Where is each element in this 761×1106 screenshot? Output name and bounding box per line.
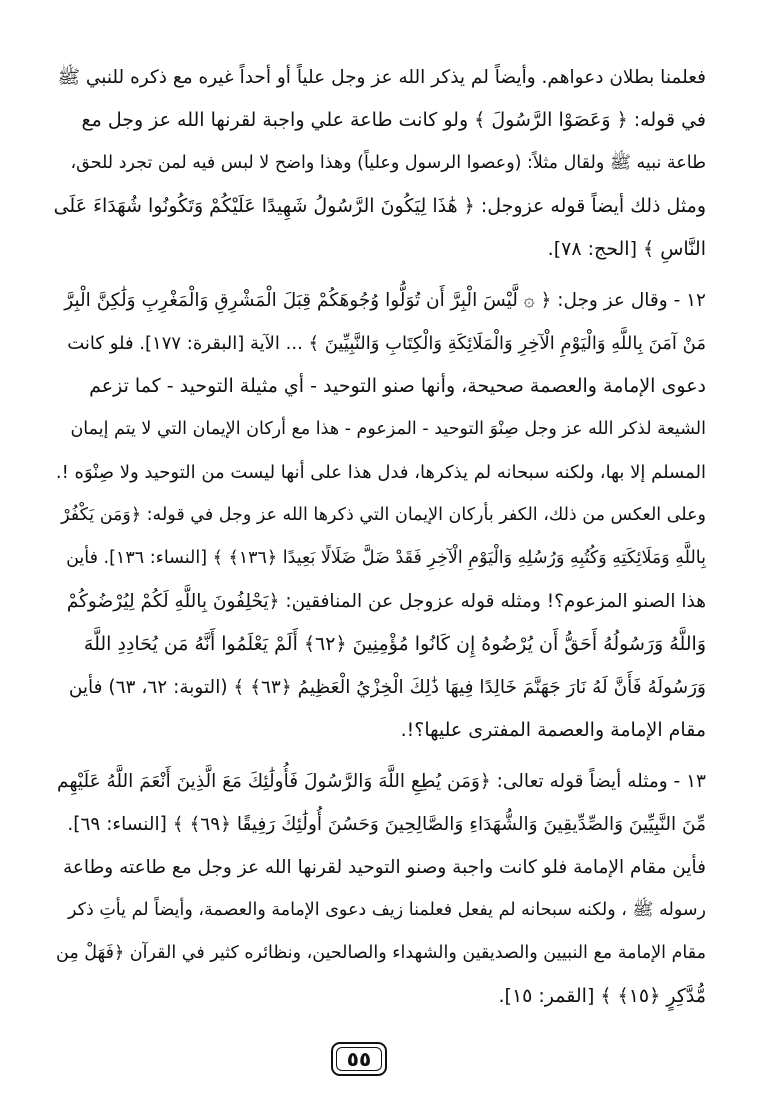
text-line: في قوله: ﴿ وَعَصَوْا الرَّسُولَ ﴾ ولو كانت طاعة علي واجبة لقرنها الله عز وجل مع: [81, 109, 706, 131]
text-line: وعلى العكس من ذلك، الكفر بأركان الإيمان التي ذكرها الله عز وجل في قوله: ﴿وَمَن يَكْفُرْ: [61, 505, 706, 525]
page-number: [331, 1042, 387, 1076]
text-line: دعوى الإمامة والعصمة صحيحة، وأنها صنو التوحيد - أي مثيلة التوحيد - كما تزعم: [89, 375, 706, 397]
text-line: بِاللَّهِ وَمَلَائِكَتِهِ وَكُتُبِهِ وَرُسُلِهِ وَالْيَوْمِ الْآخِرِ فَقَدْ ضَلَّ ضَلَالًا بَعِيدًا ﴿١٣٦﴾ ﴾ [النساء: ١٣٦]. فأين: [66, 548, 706, 568]
paragraph-1: [54, 56, 706, 271]
text-line: فأين مقام الإمامة فلو كانت واجبة وصنو التوحيد لقرنها الله عز وجل مع طاعته وطاعة: [62, 857, 706, 878]
text-line: ١٣ - ومثله أيضاً قوله تعالى: ﴿وَمَن يُطِعِ اللَّهَ وَالرَّسُولَ فَأُولَٰئِكَ مَعَ الَّذِينَ أَنْعَمَ اللَّهُ عَلَيْهِم: [57, 771, 706, 792]
text-line: طاعة نبيه ﷺ ولقال مثلاً: (وعصوا الرسول وعلياً) وهذا واضح لا لبس فيه لمن تجرد للحق،: [70, 153, 706, 173]
text-line: مِّنَ النَّبِيِّينَ وَالصِّدِّيقِينَ وَالشُّهَدَاءِ وَالصَّالِحِينَ وَحَسُنَ أُولَٰئِكَ رَفِيقًا ﴿٦٩﴾ ﴾ [النساء: ٦٩].: [67, 814, 706, 835]
page-body: [54, 56, 706, 1018]
text-line: فعلمنا بطلان دعواهم. وأيضاً لم يذكر الله عز وجل علياً أو أحداً غيره مع ذكره للنبي ﷺ: [57, 67, 706, 88]
text-line: وَرَسُولَهُ فَأَنَّ لَهُ نَارَ جَهَنَّمَ خَالِدًا فِيهَا ذَٰلِكَ الْخِزْيُ الْعَظِيمُ ﴿٦٣﴾ ﴾ (التوبة: ٦٢، ٦٣) فأين: [68, 677, 706, 698]
text-line: النَّاسِ ﴾ [الحج: ٧٨].: [547, 238, 706, 260]
text-line: مقام الإمامة والعصمة المفترى عليها؟!.: [400, 719, 706, 741]
paragraph-3: [54, 760, 706, 1018]
text-line: وَاللَّهُ وَرَسُولُهُ أَحَقُّ أَن يُرْضُوهُ إِن كَانُوا مُؤْمِنِينَ ﴿٦٢﴾ أَلَمْ يَعْلَمُوا أَنَّهُ مَن يُحَادِدِ اللَّهَ: [83, 633, 706, 655]
text-line: ومثل ذلك أيضاً قوله عزوجل: ﴿ هَٰذَا لِيَكُونَ الرَّسُولُ شَهِيدًا عَلَيْكُمْ وَتَكُونُوا شُهَدَاءَ عَلَى: [53, 195, 706, 217]
text-line: مَنْ آمَنَ بِاللَّهِ وَالْيَوْمِ الْآخِرِ وَالْمَلَائِكَةِ وَالْكِتَابِ وَالنَّبِيِّينَ ﴾ ... الآية [البقرة: ١٧٧]. فلو كانت: [67, 333, 706, 354]
text-line: الشيعة لذكر الله عز وجل صِنْوَ التوحيد - المزعوم - هذا مع أركان الإيمان التي لا يتم إيمان: [70, 419, 706, 439]
text-line: ١٢ - وقال عز وجل: ﴿ ۞ لَّيْسَ الْبِرَّ أَن تُوَلُّوا وُجُوهَكُمْ قِبَلَ الْمَشْرِقِ وَالْمَغْرِبِ وَلَٰكِنَّ الْبِرَّ: [64, 290, 706, 311]
text-line: هذا الصنو المزعوم؟! ومثله قوله عزوجل عن المنافقين: ﴿يَحْلِفُونَ بِاللَّهِ لَكُمْ لِيُرْضُوكُمْ: [66, 591, 706, 612]
text-line: المسلم إلا بها، ولكنه سبحانه لم يذكرها، فدل هذا على أنها ليست من التوحيد ولا صِنْوَه !.: [55, 462, 706, 483]
text-line: مقام الإمامة مع النبيين والصديقين والشهداء والصالحين، ونظائره كثير في القرآن ﴿فَهَلْ مِن: [56, 943, 706, 963]
text-line: مُّدَّكِرٍ ﴿١٥﴾ ﴾ [القمر: ١٥].: [498, 985, 706, 1007]
paragraph-2: [54, 279, 706, 752]
text-line: رسوله ﷺ ، ولكنه سبحانه لم يفعل فعلمنا زيف دعوى الإمامة والعصمة، وأيضاً لم يأتِ ذكر: [67, 900, 706, 920]
page-number-label: ٥٥: [346, 1047, 372, 1071]
